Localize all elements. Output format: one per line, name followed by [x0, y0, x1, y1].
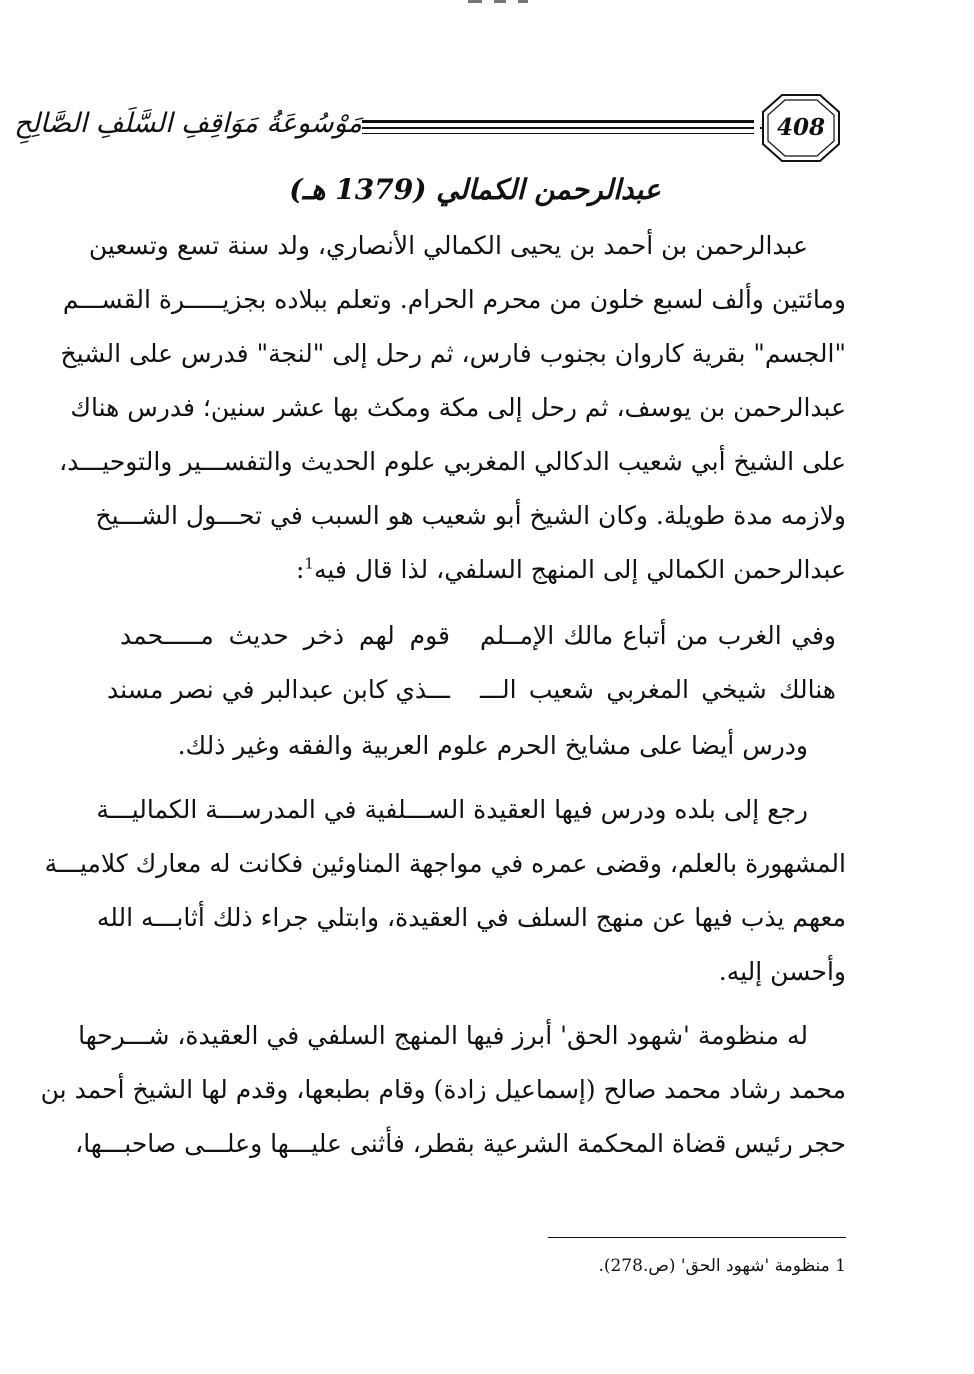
- scan-mark: [518, 0, 528, 3]
- page-header: [14, 92, 852, 162]
- body-line: ومائتين وألف لسبع خلون من محرم الحرام. وتعلم ببلاده بجزيـــــرة القســـم: [62, 285, 846, 314]
- verse-hemistich: قوم لهم ذخر حديث مـــــحمد: [120, 621, 450, 650]
- scan-mark: [494, 0, 506, 3]
- body-line: عبدالرحمن بن يوسف، ثم رحل إلى مكة ومكث بها عشر سنين؛ فدرس هناك: [70, 393, 846, 422]
- scan-mark: [468, 0, 482, 3]
- colon: :: [295, 555, 305, 584]
- body-line: ودرس أيضا على مشايخ الحرم علوم العربية والفقه وغير ذلك.: [177, 731, 808, 760]
- body-line: محمد رشاد محمد صالح (إسماعيل زادة) وقام بطبعها، وقدم لها الشيخ أحمد بن: [40, 1075, 846, 1104]
- body-line: عبدالرحمن بن أحمد بن يحيى الكمالي الأنصاري، ولد سنة تسع وتسعين: [88, 231, 808, 260]
- entry-title: عبدالرحمن الكمالي (1379 هـ): [289, 173, 661, 206]
- body-line: معهم يذب فيها عن منهج السلف في العقيدة، وابتلي جراء ذلك أثابـــه الله: [96, 903, 846, 932]
- body-line: حجر رئيس قضاة المحكمة الشرعية بقطر، فأثنى عليـــها وعلـــى صاحبـــها،: [75, 1129, 846, 1158]
- body-line: على الشيخ أبي شعيب الدكالي المغربي علوم الحديث والتفســـير والتوحيـــد،: [59, 447, 846, 476]
- body-line: رجع إلى بلده ودرس فيها العقيدة الســـلفية في المدرســـة الكماليـــة: [96, 795, 808, 824]
- series-title: مَوْسُوعَةُ مَوَاقِفِ السَّلَفِ الصَّالِحِ: [14, 108, 362, 139]
- body-line: [106, 544, 846, 596]
- body-line: المشهورة بالعلم، وقضى عمره في مواجهة المناوئين فكانت له معارك كلاميـــة: [44, 849, 846, 878]
- verse-hemistich: وفي الغرب من أتباع مالك الإمــلم: [480, 621, 836, 650]
- body-line: وأحسن إليه.: [718, 957, 846, 986]
- footnote-divider: [548, 1237, 846, 1238]
- body-line-text: عبدالرحمن الكمالي إلى المنهج السلفي، لذا قال فيه: [313, 555, 846, 584]
- verse-hemistich: ـــذي كابن عبدالبر في نصر مسند: [107, 675, 450, 704]
- footnote-reference: 1: [304, 554, 314, 573]
- header-rule: [362, 133, 754, 134]
- body-line: "الجسم" بقرية كاروان بجنوب فارس، ثم رحل إلى "لنجة" فدرس على الشيخ: [60, 339, 846, 368]
- header-rule: [362, 120, 754, 123]
- header-rule: [362, 127, 754, 129]
- footnote: 1 منظومة 'شهود الحق' (ص.278).: [598, 1256, 846, 1276]
- page-number: 408: [776, 114, 825, 141]
- page-number-badge: [760, 92, 842, 164]
- body-line: ولازمه مدة طويلة. وكان الشيخ أبو شعيب هو السبب في تحـــول الشـــيخ: [95, 501, 846, 530]
- verse-hemistich: هنالك شيخي المغربي شعيب الـــ: [480, 675, 836, 704]
- body-line: له منظومة 'شهود الحق' أبرز فيها المنهج السلفي في العقيدة، شـــرحها: [78, 1021, 808, 1050]
